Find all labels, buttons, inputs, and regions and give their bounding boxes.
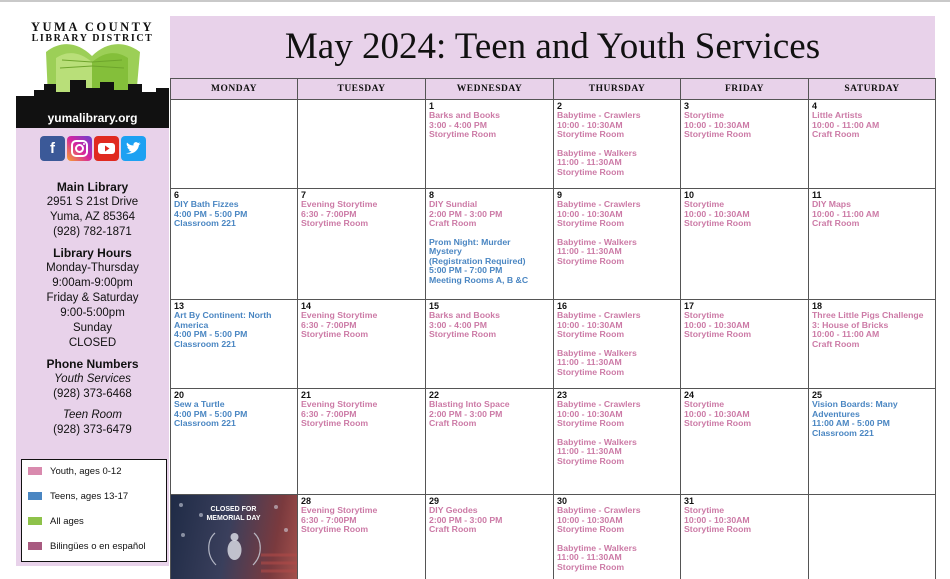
event-title: Storytime [684, 310, 725, 320]
event-detail: 10:00 - 10:30AM [684, 408, 750, 419]
calendar-day-cell[interactable] [426, 100, 554, 189]
event-detail: Storytime Room [557, 329, 625, 339]
calendar-week [171, 100, 936, 189]
calendar-event[interactable] [301, 311, 422, 340]
calendar-week [171, 300, 936, 389]
calendar-day-cell[interactable] [681, 100, 809, 189]
event-detail: America [174, 319, 209, 330]
event-detail: 3:00 - 4:00 PM [429, 119, 487, 130]
event-title: Storytime [684, 399, 725, 409]
event-detail: Craft Room [429, 218, 477, 228]
calendar-day-cell[interactable] [171, 389, 298, 495]
day-number: 14 [301, 301, 312, 311]
calendar-event[interactable] [557, 238, 677, 267]
hours-line: Monday-Thursday [46, 262, 139, 274]
legend-swatch [28, 492, 42, 500]
calendar-day-cell[interactable] [809, 495, 936, 579]
calendar-day-cell[interactable] [426, 189, 554, 300]
event-detail: Storytime Room [301, 524, 369, 534]
event-detail: Storytime Room [429, 329, 497, 339]
event-detail: 10:00 - 11:00 AM [812, 119, 880, 130]
event-detail: Storytime Room [557, 418, 625, 428]
calendar-event[interactable] [429, 506, 550, 535]
day-number: 13 [174, 301, 185, 311]
calendar-day-cell[interactable] [426, 389, 554, 495]
calendar-event[interactable] [684, 400, 805, 429]
calendar-week [171, 495, 936, 579]
event-detail: Storytime Room [557, 166, 625, 177]
calendar-event[interactable] [557, 400, 677, 429]
legend-item [28, 466, 122, 478]
hours-line: 9:00-5:00pm [60, 307, 125, 319]
event-detail: 11:00 AM - 5:00 PM [812, 418, 890, 428]
event-title: Babytime - Walkers [557, 436, 637, 447]
calendar-event[interactable] [812, 111, 932, 140]
event-detail: 4:00 PM - 5:00 PM [174, 329, 248, 339]
calendar-day-cell[interactable] [171, 100, 298, 189]
logo-line-1: YUMA COUNTY [31, 20, 154, 34]
event-title: Storytime [684, 110, 725, 120]
day-number: 9 [557, 190, 563, 200]
event-detail: 10:00 - 10:30AM [557, 119, 623, 130]
legend-swatch [28, 542, 42, 550]
event-detail: Craft Room [812, 338, 860, 349]
calendar-day-cell[interactable] [681, 389, 809, 495]
event-detail: Storytime Room [301, 418, 369, 428]
weekday-header: MONDAY [171, 79, 298, 100]
facebook-icon[interactable]: f [40, 136, 65, 161]
sidebar [16, 16, 169, 566]
event-detail: Storytime Room [557, 255, 625, 266]
day-number: 31 [684, 496, 695, 506]
calendar-grid [170, 78, 936, 579]
calendar-day-cell[interactable] [426, 495, 554, 579]
weekday-header: TUESDAY [298, 79, 426, 100]
calendar-day-cell[interactable] [171, 189, 298, 300]
event-detail: Storytime Room [557, 455, 625, 466]
calendar-day-cell[interactable] [554, 495, 681, 579]
day-number: 30 [557, 496, 568, 506]
event-detail: Classroom 221 [174, 218, 236, 228]
calendar-event[interactable] [301, 200, 422, 229]
day-number: 1 [429, 101, 435, 111]
calendar-event[interactable] [812, 311, 932, 349]
address-line-2: Yuma, AZ 85364 [49, 211, 136, 223]
calendar-event[interactable] [684, 311, 805, 340]
day-number: 22 [429, 390, 440, 400]
calendar-event[interactable] [301, 400, 422, 429]
event-title: Prom Night: Murder [429, 236, 511, 247]
calendar-event[interactable] [174, 200, 294, 229]
calendar-event[interactable] [557, 149, 677, 178]
event-title: Babytime - Walkers [557, 542, 637, 553]
calendar-event[interactable] [684, 506, 805, 535]
event-detail: Classroom 221 [812, 427, 874, 438]
event-detail: Storytime Room [684, 524, 752, 534]
event-title: Babytime - Crawlers [557, 399, 641, 409]
event-detail: Meeting Rooms A, B &C [429, 274, 529, 285]
event-title: Three Little Pigs Challenge [812, 310, 924, 320]
calendar-event[interactable] [557, 311, 677, 340]
event-detail: 6:30 - 7:00PM [301, 208, 357, 219]
calendar-event[interactable] [174, 400, 294, 429]
calendar-event[interactable] [429, 400, 550, 429]
event-detail: 10:00 - 11:00 AM [812, 329, 880, 339]
event-detail: 10:00 - 10:30AM [684, 208, 750, 219]
calendar-day-cell[interactable] [681, 495, 809, 579]
calendar-day-cell[interactable] [298, 300, 426, 389]
legend-label: Teens, ages 13-17 [50, 491, 129, 502]
day-number: 10 [684, 190, 695, 200]
event-detail: Adventures [812, 408, 860, 419]
weekday-header: FRIDAY [681, 79, 809, 100]
day-number: 7 [301, 190, 307, 200]
event-title: Evening Storytime [301, 399, 378, 409]
event-detail: 10:00 - 10:30AM [557, 208, 623, 219]
calendar-event[interactable] [557, 200, 677, 229]
event-detail: Craft Room [812, 129, 860, 139]
day-number: 17 [684, 301, 695, 311]
event-title: Storytime [684, 505, 725, 515]
legend-label: All ages [50, 516, 84, 527]
event-detail: 2:00 PM - 3:00 PM [429, 514, 503, 525]
event-detail: Storytime Room [301, 218, 369, 228]
legend-item [28, 541, 146, 553]
calendar-event[interactable] [684, 200, 805, 229]
event-detail: Storytime Room [557, 561, 625, 572]
event-detail: 3:00 - 4:00 PM [429, 319, 487, 330]
event-title: Evening Storytime [301, 199, 378, 209]
weekday-header: WEDNESDAY [426, 79, 554, 100]
event-detail: 11:00 - 11:30AM [557, 357, 622, 367]
hours-line: 9:00am-9:00pm [52, 277, 133, 289]
day-number: 6 [174, 190, 180, 200]
day-number: 18 [812, 301, 823, 311]
day-number: 3 [684, 101, 690, 111]
main-library-heading: Main Library [56, 180, 129, 194]
calendar-day-cell[interactable] [809, 300, 936, 389]
calendar-day-cell[interactable] [809, 100, 936, 189]
event-detail: Craft Room [812, 218, 860, 228]
event-title: DIY Maps [812, 199, 851, 209]
calendar-event[interactable] [557, 349, 677, 378]
event-title: Storytime [684, 199, 725, 209]
event-detail: 3: House of Bricks [812, 319, 889, 330]
event-title: Babytime - Walkers [557, 236, 637, 247]
calendar-day-cell[interactable] [426, 300, 554, 389]
book-skyline-icon [16, 38, 169, 110]
event-title: Art By Continent: North [174, 310, 272, 320]
calendar-day-cell[interactable] [681, 300, 809, 389]
event-title: DIY Bath Fizzes [174, 199, 239, 209]
library-url[interactable]: yumalibrary.org [16, 108, 169, 128]
teen-phone[interactable]: (928) 373-6479 [53, 424, 132, 436]
event-title: Evening Storytime [301, 505, 378, 515]
calendar-day-cell[interactable] [809, 389, 936, 495]
calendar-day-cell[interactable] [298, 100, 426, 189]
event-detail: 10:00 - 11:00 AM [812, 208, 880, 219]
day-number: 29 [429, 496, 440, 506]
legend-item [28, 491, 128, 503]
event-title: DIY Geodes [429, 505, 478, 515]
hours-heading: Library Hours [53, 246, 132, 260]
calendar-day-cell[interactable] [681, 189, 809, 300]
memorial-line: MEMORIAL DAY [206, 515, 261, 522]
event-detail: Craft Room [429, 524, 477, 534]
event-title: Babytime - Crawlers [557, 505, 641, 515]
event-detail: Storytime Room [557, 366, 625, 377]
hours-line: Sunday [72, 322, 112, 334]
event-title: Vision Boards: Many [812, 399, 898, 409]
calendar-day-cell[interactable] [554, 389, 681, 495]
calendar-day-cell[interactable] [554, 189, 681, 300]
calendar-day-cell[interactable] [554, 300, 681, 389]
legend-swatch [28, 467, 42, 475]
calendar-event[interactable] [557, 111, 677, 140]
day-number: 20 [174, 390, 185, 400]
page-title: May 2024: Teen and Youth Services [170, 16, 935, 78]
event-detail: Storytime Room [429, 129, 497, 139]
calendar-day-cell[interactable] [298, 189, 426, 300]
calendar-day-cell[interactable] [809, 189, 936, 300]
event-detail: 6:30 - 7:00PM [301, 319, 357, 330]
event-title: Barks and Books [429, 110, 500, 120]
calendar-event[interactable] [557, 544, 677, 573]
calendar-week [171, 189, 936, 300]
memorial-day-text [201, 505, 266, 523]
event-detail: Storytime Room [301, 329, 369, 339]
event-detail: Storytime Room [684, 218, 752, 228]
event-title: Blasting Into Space [429, 399, 510, 409]
event-title: Sew a Turtle [174, 399, 225, 409]
memorial-line: CLOSED FOR [210, 506, 257, 513]
memorial-day-banner [171, 495, 297, 579]
event-detail: Storytime Room [557, 524, 625, 534]
event-detail: Classroom 221 [174, 418, 236, 428]
event-detail: 10:00 - 10:30AM [557, 408, 623, 419]
event-detail: 6:30 - 7:00PM [301, 408, 357, 419]
legend [21, 459, 167, 562]
calendar-event[interactable] [812, 200, 932, 229]
calendar-event[interactable] [684, 111, 805, 140]
logo-line-2: LIBRARY DISTRICT [31, 33, 154, 44]
event-detail: Storytime Room [684, 418, 752, 428]
event-detail: 6:30 - 7:00PM [301, 514, 357, 525]
day-number: 2 [557, 101, 563, 111]
day-number: 8 [429, 190, 435, 200]
event-detail: Storytime Room [684, 129, 752, 139]
calendar-day-cell[interactable] [171, 495, 298, 579]
main-phone[interactable]: (928) 782-1871 [53, 226, 132, 238]
event-detail: Storytime Room [557, 218, 625, 228]
calendar-event[interactable] [429, 111, 550, 140]
day-number: 15 [429, 301, 440, 311]
top-divider [0, 0, 950, 2]
hours-line: CLOSED [68, 337, 117, 349]
instagram-icon[interactable] [67, 136, 92, 161]
teen-room-label: Teen Room [62, 409, 123, 421]
event-title: Little Artists [812, 110, 863, 120]
event-detail: 4:00 PM - 5:00 PM [174, 208, 248, 219]
calendar-event[interactable] [301, 506, 422, 535]
day-number: 16 [557, 301, 568, 311]
phones-heading: Phone Numbers [46, 357, 139, 371]
event-detail: Storytime Room [557, 129, 625, 139]
event-detail: 10:00 - 10:30AM [557, 319, 623, 330]
legend-label: Youth, ages 0-12 [50, 466, 122, 477]
calendar-day-cell[interactable] [298, 389, 426, 495]
event-detail: Storytime Room [684, 329, 752, 339]
event-title: Babytime - Crawlers [557, 110, 641, 120]
youth-phone[interactable]: (928) 373-6468 [53, 388, 132, 400]
day-number: 4 [812, 101, 818, 111]
calendar-event[interactable] [812, 400, 932, 438]
twitter-icon[interactable] [121, 136, 146, 161]
event-detail: Classroom 221 [174, 338, 236, 349]
day-number: 25 [812, 390, 823, 400]
event-detail: 10:00 - 10:30AM [684, 119, 750, 130]
event-detail: 2:00 PM - 3:00 PM [429, 208, 503, 219]
day-number: 24 [684, 390, 695, 400]
event-title: Babytime - Walkers [557, 347, 637, 358]
calendar-day-cell[interactable] [554, 100, 681, 189]
weekday-header: THURSDAY [554, 79, 681, 100]
event-detail: (Registration Required) [429, 255, 526, 266]
youtube-icon[interactable] [94, 136, 119, 161]
legend-label: Bilingües o en español [50, 541, 146, 552]
event-detail: 11:00 - 11:30AM [557, 446, 622, 456]
hours-line: Friday & Saturday [46, 292, 139, 304]
calendar-event[interactable] [174, 311, 294, 349]
event-title: DIY Sundial [429, 199, 478, 209]
calendar-event[interactable] [557, 438, 677, 467]
calendar-event[interactable] [429, 200, 550, 229]
day-number: 23 [557, 390, 568, 400]
weekday-header: SATURDAY [809, 79, 936, 100]
library-info [16, 180, 169, 438]
event-detail: 2:00 PM - 3:00 PM [429, 408, 503, 419]
calendar-event[interactable] [429, 311, 550, 340]
day-number: 11 [812, 190, 822, 200]
event-title: Evening Storytime [301, 310, 378, 320]
event-title: Babytime - Crawlers [557, 199, 641, 209]
legend-swatch [28, 517, 42, 525]
legend-item [28, 516, 84, 528]
day-number: 28 [301, 496, 312, 506]
event-detail: 11:00 - 11:30AM [557, 246, 622, 256]
event-title: Babytime - Crawlers [557, 310, 641, 320]
event-title: Barks and Books [429, 310, 500, 320]
calendar-day-cell[interactable] [171, 300, 298, 389]
calendar-day-cell[interactable] [298, 495, 426, 579]
event-detail: 11:00 - 11:30AM [557, 552, 622, 562]
event-title: Babytime - Walkers [557, 147, 637, 158]
calendar-event[interactable] [557, 506, 677, 535]
calendar-event[interactable] [429, 238, 550, 286]
event-detail: 5:00 PM - 7:00 PM [429, 265, 503, 275]
day-number: 21 [301, 390, 312, 400]
address-line-1: 2951 S 21st Drive [46, 196, 139, 208]
event-detail: 10:00 - 10:30AM [557, 514, 623, 525]
event-detail: 11:00 - 11:30AM [557, 157, 622, 167]
calendar-week [171, 389, 936, 495]
event-detail: 10:00 - 10:30AM [684, 319, 750, 330]
event-detail: Craft Room [429, 418, 477, 428]
event-detail: 4:00 PM - 5:00 PM [174, 408, 248, 419]
event-detail: 10:00 - 10:30AM [684, 514, 750, 525]
event-detail: Mystery [429, 246, 462, 256]
youth-services-label: Youth Services [54, 373, 131, 385]
